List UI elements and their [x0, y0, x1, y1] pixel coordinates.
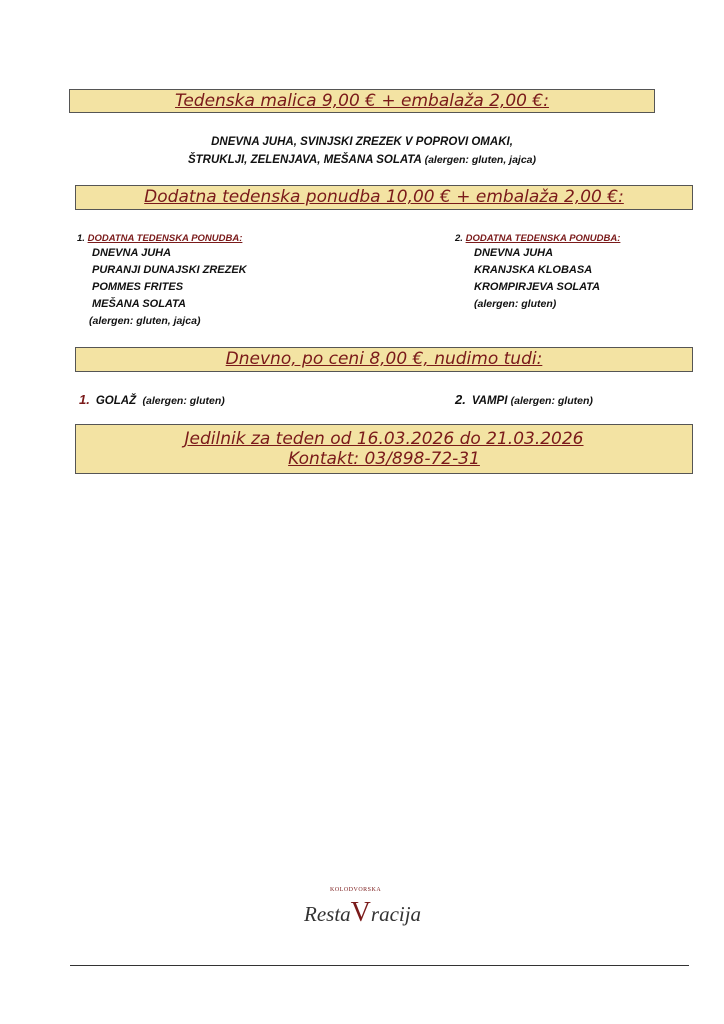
daily-item-2 — [455, 392, 593, 407]
weekly-allergen: (alergen: gluten, jajca) — [424, 154, 537, 166]
daily-item-1-name: GOLAŽ — [95, 395, 137, 407]
weekly-dish-line-1: DNEVNA JUHA, SVINJSKI ZREZEK V POPROVI OMAKI, — [211, 136, 513, 148]
offer-2-title: DODATNA TEDENSKA PONUDBA: — [465, 233, 621, 244]
daily-item-1-allergen: (alergen: gluten) — [142, 395, 225, 407]
offer-1-heading — [77, 233, 242, 244]
logo-right: racija — [370, 902, 422, 926]
weekly-banner: Tedenska malica 9,00 € + embalaža 2,00 €: — [69, 89, 655, 113]
logo-v: V — [350, 897, 371, 928]
menu-period: Jedilnik za teden od 16.03.2026 do 21.03.2026 — [184, 429, 584, 449]
logo-top-text: KOLODVORSKA — [330, 887, 382, 893]
restaurant-logo — [300, 887, 440, 927]
list-item: MEŠANA SOLATA — [92, 298, 186, 310]
offer-2-allergen: (alergen: gluten) — [474, 298, 557, 310]
list-item: DNEVNA JUHA — [474, 247, 554, 259]
menu-period-banner — [75, 424, 693, 474]
list-item: KROMPIRJEVA SOLATA — [474, 281, 601, 293]
additional-banner: Dodatna tedenska ponudba 10,00 € + embalaža 2,00 €: — [75, 185, 693, 210]
daily-item-2-number: 2. — [455, 392, 466, 407]
offer-2-heading — [455, 233, 620, 244]
daily-banner: Dnevno, po ceni 8,00 €, nudimo tudi: — [75, 347, 693, 372]
list-item: DNEVNA JUHA — [92, 247, 172, 259]
daily-item-1-number: 1. — [79, 392, 90, 407]
logo-left: Resta — [304, 902, 351, 926]
daily-item-2-name: VAMPI — [471, 395, 508, 407]
daily-item-1 — [79, 392, 225, 407]
offer-2-number: 2. — [455, 233, 463, 244]
offer-1-title: DODATNA TEDENSKA PONUDBA: — [87, 233, 243, 244]
weekly-dish-line-2 — [0, 154, 724, 166]
offer-1-allergen: (alergen: gluten, jajca) — [89, 315, 201, 327]
offer-1-number: 1. — [77, 233, 85, 244]
logo-wordmark — [304, 897, 421, 929]
daily-item-2-allergen: (alergen: gluten) — [510, 395, 593, 407]
weekly-dish-line-2-text: ŠTRUKLJI, ZELENJAVA, MEŠANA SOLATA — [187, 154, 422, 166]
list-item: POMMES FRITES — [92, 281, 184, 293]
list-item: PURANJI DUNAJSKI ZREZEK — [92, 264, 247, 276]
list-item: KRANJSKA KLOBASA — [474, 264, 593, 276]
contact-phone: Kontakt: 03/898-72-31 — [288, 449, 480, 469]
footer-divider — [70, 965, 689, 966]
offer-2-items — [474, 245, 600, 313]
offer-1-items — [89, 245, 247, 330]
